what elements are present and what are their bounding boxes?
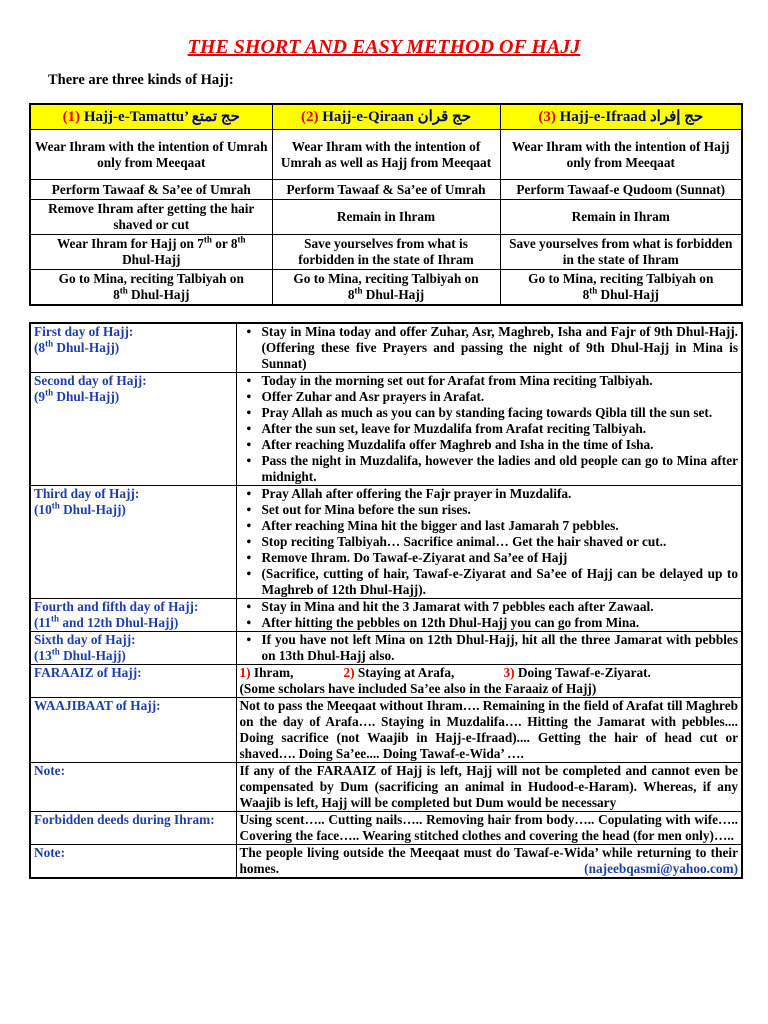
list-item: • Offer Zuhar and Asr prayers in Arafat.: [262, 389, 739, 405]
kinds-cell: Wear Ihram with the intention of Umrah only from Meeqaat: [30, 130, 272, 180]
kinds-row: [30, 235, 742, 270]
note-label: Note:: [30, 763, 236, 812]
note-body: If any of the FARAAIZ of Hajj is left, Hajj will not be completed and cannot even be compensated by Dum (sacrificing an animal in Hudood-e-Haram). Whereas, if any Waajib is left, Hajj will be completed but Dum would be necessary: [236, 763, 742, 812]
list-item: • After reaching Muzdalifa offer Maghreb and Isha in the time of Isha.: [262, 437, 739, 453]
day-body: [236, 323, 742, 373]
kind-header-tamattu: (1) Hajj-e-Tamattu’ حج تمتع: [30, 104, 272, 130]
kinds-row: [30, 180, 742, 200]
hajj-days-table: [29, 322, 743, 879]
day-row-3: [30, 486, 742, 599]
list-item: • Stop reciting Talbiyah… Sacrifice animal… Get the hair shaved or cut..: [262, 534, 739, 550]
waajibaat-label: WAAJIBAAT of Hajj:: [30, 698, 236, 763]
list-item: • Set out for Mina before the sun rises.: [262, 502, 739, 518]
note-label: Note:: [30, 845, 236, 879]
forbidden-body: Using scent….. Cutting nails….. Removing hair from body….. Copulating with wife….. Covering the face….. Wearing stitched clothes and covering the head (for men only)…..: [236, 812, 742, 845]
kinds-row: [30, 130, 742, 180]
day-label: Fourth and fifth day of Hajj: (11th and 12th Dhul-Hajj): [30, 599, 236, 632]
kinds-cell: Perform Tawaaf & Sa’ee of Umrah: [272, 180, 500, 200]
day-row-4: [30, 599, 742, 632]
waajibaat-row: [30, 698, 742, 763]
kinds-cell: Wear Ihram for Hajj on 7th or 8th Dhul-Hajj: [30, 235, 272, 270]
kinds-cell: Save yourselves from what is forbidden in the state of Ihram: [272, 235, 500, 270]
day-label: Second day of Hajj: (9th Dhul-Hajj): [30, 373, 236, 486]
kinds-cell: Go to Mina, reciting Talbiyah on 8th Dhul-Hajj: [272, 270, 500, 305]
note-row: [30, 763, 742, 812]
list-item: • Pray Allah after offering the Fajr prayer in Muzdalifa.: [262, 486, 739, 502]
faraaiz-note: (Some scholars have included Sa’ee also in the Faraaiz of Hajj): [239, 681, 597, 696]
list-item: • If you have not left Mina on 12th Dhul-Hajj, hit all the three Jamarat with pebbles on 13th Dhul-Hajj also.: [262, 632, 739, 664]
kind-header-ifraad: (3) Hajj-e-Ifraad حج إفراد: [500, 104, 742, 130]
kinds-cell: Wear Ihram with the intention of Hajj only from Meeqaat: [500, 130, 742, 180]
note-body: The people living outside the Meeqaat must do Tawaf-e-Wida’ while returning to their homes. (najeebqasmi@yahoo.com): [236, 845, 742, 879]
day-label: Sixth day of Hajj: (13th Dhul-Hajj): [30, 632, 236, 665]
kinds-cell: Remain in Ihram: [500, 200, 742, 235]
faraaiz-row: [30, 665, 742, 698]
list-item: • Pass the night in Muzdalifa, however the ladies and old people can go to Mina after midnight.: [262, 453, 739, 485]
kinds-cell: Remain in Ihram: [272, 200, 500, 235]
list-item: • Pray Allah as much as you can by standing facing towards Qibla till the sun set.: [262, 405, 739, 421]
kinds-cell: Go to Mina, reciting Talbiyah on 8th Dhul-Hajj: [30, 270, 272, 305]
note-row-2: [30, 845, 742, 879]
list-item: • Today in the morning set out for Arafat from Mina reciting Talbiyah.: [262, 373, 739, 389]
forbidden-label: Forbidden deeds during Ihram:: [30, 812, 236, 845]
list-item: • Stay in Mina today and offer Zuhar, Asr, Maghreb, Isha and Fajr of 9th Dhul-Hajj. (Offering these five Prayers and passing the night of 9th Dhul-Hajj in Mina is Sunnat): [262, 324, 739, 372]
kinds-header-row: [30, 104, 742, 130]
kinds-cell: Perform Tawaaf & Sa’ee of Umrah: [30, 180, 272, 200]
list-item: • Stay in Mina and hit the 3 Jamarat with 7 pebbles each after Zawaal.: [262, 599, 739, 615]
list-item: • After reaching Mina hit the bigger and last Jamarah 7 pebbles.: [262, 518, 739, 534]
page-title: THE SHORT AND EASY METHOD OF HAJJ: [187, 36, 581, 58]
kinds-cell: Save yourselves from what is forbidden in the state of Ihram: [500, 235, 742, 270]
day-row-5: [30, 632, 742, 665]
list-item: • After hitting the pebbles on 12th Dhul-Hajj you can go from Mina.: [262, 615, 739, 631]
day-label: Third day of Hajj: (10th Dhul-Hajj): [30, 486, 236, 599]
intro-text: There are three kinds of Hajj:: [48, 72, 234, 88]
email-link[interactable]: (najeebqasmi@yahoo.com): [584, 861, 738, 876]
day-body: [236, 486, 742, 599]
kinds-row: [30, 200, 742, 235]
forbidden-row: [30, 812, 742, 845]
kinds-cell: Go to Mina, reciting Talbiyah on 8th Dhul-Hajj: [500, 270, 742, 305]
list-item: • After the sun set, leave for Muzdalifa from Arafat reciting Talbiyah.: [262, 421, 739, 437]
list-item: • Remove Ihram. Do Tawaf-e-Ziyarat and Sa’ee of Hajj: [262, 550, 739, 566]
day-body: [236, 373, 742, 486]
day-label: First day of Hajj: (8th Dhul-Hajj): [30, 323, 236, 373]
day-body: [236, 599, 742, 632]
day-row-1: [30, 323, 742, 373]
kinds-cell: Perform Tawaaf-e Qudoom (Sunnat): [500, 180, 742, 200]
faraaiz-label: FARAAIZ of Hajj:: [30, 665, 236, 698]
kinds-cell: Remove Ihram after getting the hair shaved or cut: [30, 200, 272, 235]
day-body: [236, 632, 742, 665]
waajibaat-body: Not to pass the Meeqaat without Ihram…. Remaining in the field of Arafat till Maghreb on the day of Arafa…. Staying in Muzdalifa…. Hitting the Jamarat with pebbles.... Doing sacrifice (not Waajib in Hajj-e-Ifraad).... Getting the hair of head cut or shaved…. Doing Sa’ee.... Doing Tawaf-e-Wida’ ….: [236, 698, 742, 763]
faraaiz-body: 1) Ihram, 2) Staying at Arafa, 3) Doing Tawaf-e-Ziyarat. (Some scholars have included Sa’ee also in the Faraaiz of Hajj): [236, 665, 742, 698]
kinds-row: [30, 270, 742, 305]
hajj-kinds-table: [29, 103, 743, 306]
list-item: • (Sacrifice, cutting of hair, Tawaf-e-Ziyarat and Sa’ee of Hajj can be delayed up to Maghreb of 12th Dhul-Hajj).: [262, 566, 739, 598]
day-row-2: [30, 373, 742, 486]
kind-header-qiraan: (2) Hajj-e-Qiraan حج قران: [272, 104, 500, 130]
kinds-cell: Wear Ihram with the intention of Umrah as well as Hajj from Meeqaat: [272, 130, 500, 180]
